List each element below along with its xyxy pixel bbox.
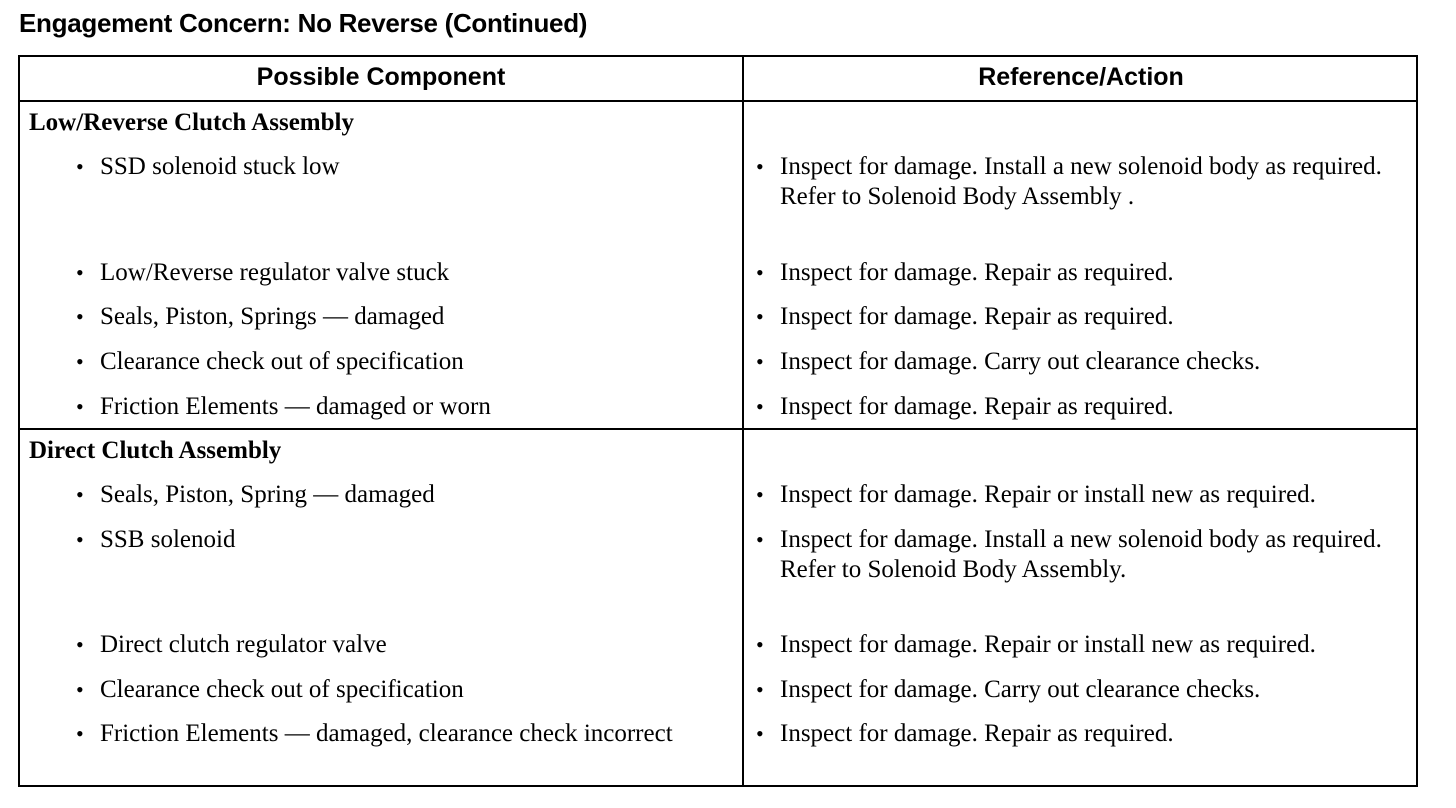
component-cell: • SSD solenoid stuck low xyxy=(76,153,340,180)
section-title-direct-clutch: Direct Clutch Assembly xyxy=(29,437,282,464)
bullet-icon: • xyxy=(76,260,84,285)
column-header-action: Reference/Action xyxy=(978,63,1184,91)
component-cell: • SSB solenoid xyxy=(76,526,236,553)
action-cell: • Inspect for damage. Install a new solenoid body as required. Refer to Solenoid Body Assembly. xyxy=(756,526,1382,583)
bullet-icon: • xyxy=(76,394,84,419)
action-cell: • Inspect for damage. Carry out clearance checks. xyxy=(756,676,1261,703)
bullet-icon: • xyxy=(76,154,84,179)
bullet-icon: • xyxy=(756,721,764,746)
bullet-icon: • xyxy=(76,349,84,374)
bullet-icon: • xyxy=(76,527,84,552)
bullet-icon: • xyxy=(756,482,764,507)
bullet-icon: • xyxy=(76,304,84,329)
diagnostic-table xyxy=(18,55,1418,787)
component-cell: • Seals, Piston, Springs — damaged xyxy=(76,303,445,330)
component-cell: • Seals, Piston, Spring — damaged xyxy=(76,481,435,508)
action-cell: • Inspect for damage. Repair or install new as required. xyxy=(756,481,1316,508)
action-cell: • Inspect for damage. Repair or install new as required. xyxy=(756,631,1316,658)
action-cell: • Inspect for damage. Carry out clearance checks. xyxy=(756,348,1261,375)
component-cell: • Low/Reverse regulator valve stuck xyxy=(76,259,450,286)
section-title-low-reverse-clutch: Low/Reverse Clutch Assembly xyxy=(29,109,354,136)
bullet-icon: • xyxy=(756,349,764,374)
bullet-icon: • xyxy=(756,677,764,702)
action-cell: • Inspect for damage. Repair as required. xyxy=(756,720,1174,747)
page-title: Engagement Concern: No Reverse (Continued) xyxy=(19,8,588,38)
component-cell: • Clearance check out of specification xyxy=(76,348,464,375)
component-cell: • Friction Elements — damaged or worn xyxy=(76,393,491,420)
bullet-icon: • xyxy=(756,632,764,657)
header-divider xyxy=(20,100,1416,102)
bullet-icon: • xyxy=(756,527,764,552)
component-cell: • Clearance check out of specification xyxy=(76,676,464,703)
component-cell: • Direct clutch regulator valve xyxy=(76,631,387,658)
section-divider xyxy=(20,428,1416,430)
bullet-icon: • xyxy=(756,394,764,419)
bullet-icon: • xyxy=(76,677,84,702)
bullet-icon: • xyxy=(756,304,764,329)
action-cell: • Inspect for damage. Repair as required. xyxy=(756,393,1174,420)
action-cell: • Inspect for damage. Repair as required. xyxy=(756,259,1174,286)
bullet-icon: • xyxy=(756,154,764,179)
column-header-component: Possible Component xyxy=(256,63,506,91)
action-cell: • Inspect for damage. Repair as required. xyxy=(756,303,1174,330)
bullet-icon: • xyxy=(76,632,84,657)
column-divider xyxy=(742,57,744,785)
action-cell: • Inspect for damage. Install a new solenoid body as required. Refer to Solenoid Body Assembly . xyxy=(756,153,1382,210)
bullet-icon: • xyxy=(76,482,84,507)
bullet-icon: • xyxy=(756,260,764,285)
component-cell: • Friction Elements — damaged, clearance check incorrect xyxy=(76,720,673,747)
bullet-icon: • xyxy=(76,721,84,746)
